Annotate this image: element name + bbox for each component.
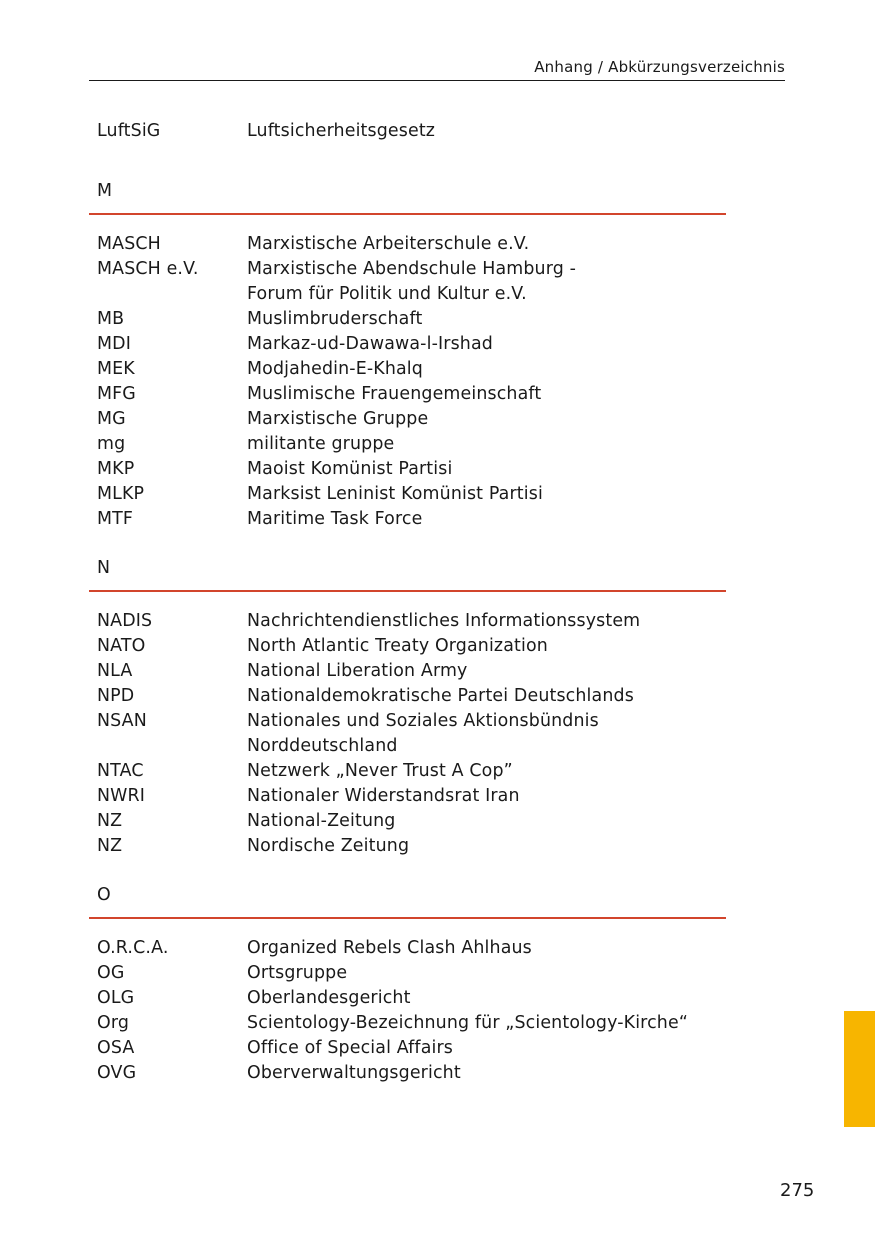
list-item bbox=[97, 709, 727, 734]
entry-abbreviation: LuftSiG bbox=[97, 121, 161, 141]
section-letter-heading: M bbox=[97, 181, 113, 201]
entry-abbreviation: NADIS bbox=[97, 611, 153, 631]
section-divider bbox=[89, 917, 726, 919]
entry-definition: Modjahedin-E-Khalq bbox=[247, 359, 423, 379]
list-item bbox=[97, 986, 727, 1011]
list-item bbox=[97, 432, 727, 457]
entry-definition: Marksist Leninist Komünist Partisi bbox=[247, 484, 543, 504]
sections-container bbox=[97, 179, 727, 1086]
list-item bbox=[97, 332, 727, 357]
entry-definition: National-Zeitung bbox=[247, 811, 396, 831]
list-item bbox=[97, 457, 727, 482]
list-item bbox=[97, 382, 727, 407]
list-item bbox=[97, 357, 727, 382]
letter-section bbox=[97, 556, 727, 859]
entry-abbreviation: MASCH bbox=[97, 234, 161, 254]
entry-definition: Nordische Zeitung bbox=[247, 836, 410, 856]
entry-abbreviation: MG bbox=[97, 409, 126, 429]
entry-definition: Marxistische Gruppe bbox=[247, 409, 429, 429]
section-letter-heading: N bbox=[97, 558, 111, 578]
entry-abbreviation: OSA bbox=[97, 1038, 135, 1058]
section-divider bbox=[89, 213, 726, 215]
entry-definition: Oberverwaltungsgericht bbox=[247, 1063, 461, 1083]
list-item bbox=[97, 257, 727, 282]
entry-abbreviation: MTF bbox=[97, 509, 134, 529]
list-item bbox=[97, 1036, 727, 1061]
list-item bbox=[97, 961, 727, 986]
entry-abbreviation: MKP bbox=[97, 459, 135, 479]
section-tab-marker bbox=[844, 1011, 875, 1127]
entry-definition: Nationaler Widerstandsrat Iran bbox=[247, 786, 520, 806]
entry-definition: Nationales und Soziales Aktionsbündnis bbox=[247, 711, 599, 731]
entry-definition: Muslimbruderschaft bbox=[247, 309, 423, 329]
entry-abbreviation: mg bbox=[97, 434, 126, 454]
list-item bbox=[97, 1061, 727, 1086]
section-entries bbox=[97, 232, 727, 532]
entry-abbreviation: O.R.C.A. bbox=[97, 938, 169, 958]
entry-abbreviation: NATO bbox=[97, 636, 146, 656]
list-item bbox=[97, 482, 727, 507]
list-item bbox=[97, 784, 727, 809]
entry-abbreviation bbox=[97, 734, 247, 759]
entry-definition: Forum für Politik und Kultur e.V. bbox=[247, 284, 527, 304]
entry-definition: militante gruppe bbox=[247, 434, 395, 454]
list-item bbox=[97, 759, 727, 784]
entry-definition: Nachrichtendienstliches Informationssystem bbox=[247, 611, 641, 631]
entry-definition: Organized Rebels Clash Ahlhaus bbox=[247, 938, 532, 958]
entry-abbreviation: NTAC bbox=[97, 761, 144, 781]
list-item bbox=[97, 936, 727, 961]
letter-section bbox=[97, 883, 727, 1086]
list-item bbox=[97, 659, 727, 684]
entry-abbreviation: NPD bbox=[97, 686, 135, 706]
section-divider bbox=[89, 590, 726, 592]
entry-definition: National Liberation Army bbox=[247, 661, 468, 681]
list-item bbox=[97, 407, 727, 432]
section-letter-heading: O bbox=[97, 885, 111, 905]
entry-abbreviation: MFG bbox=[97, 384, 136, 404]
list-item bbox=[97, 734, 727, 759]
list-item bbox=[97, 609, 727, 634]
list-item bbox=[97, 1011, 727, 1036]
entry-definition: Markaz-ud-Dawawa-l-Irshad bbox=[247, 334, 493, 354]
entry-definition: North Atlantic Treaty Organization bbox=[247, 636, 548, 656]
list-item bbox=[97, 232, 727, 257]
entry-abbreviation: OVG bbox=[97, 1063, 137, 1083]
entry-abbreviation: MDI bbox=[97, 334, 131, 354]
entry-definition: Marxistische Arbeiterschule e.V. bbox=[247, 234, 530, 254]
list-item bbox=[97, 834, 727, 859]
list-item bbox=[97, 282, 727, 307]
letter-section bbox=[97, 179, 727, 532]
entry-abbreviation: NZ bbox=[97, 811, 123, 831]
entry-abbreviation: MB bbox=[97, 309, 125, 329]
entry-definition: Muslimische Frauengemeinschaft bbox=[247, 384, 542, 404]
entry-definition: Maoist Komünist Partisi bbox=[247, 459, 453, 479]
entry-definition: Office of Special Affairs bbox=[247, 1038, 454, 1058]
entry-definition: Marxistische Abendschule Hamburg - bbox=[247, 259, 576, 279]
header-title: Anhang / Abkürzungsverzeichnis bbox=[534, 58, 785, 76]
list-item bbox=[97, 809, 727, 834]
running-header bbox=[89, 58, 785, 81]
entry-definition: Norddeutschland bbox=[247, 736, 398, 756]
entry-abbreviation: MASCH e.V. bbox=[97, 259, 199, 279]
entry-abbreviation: NLA bbox=[97, 661, 133, 681]
entry-abbreviation: OG bbox=[97, 963, 125, 983]
entry-definition: Luftsicherheitsgesetz bbox=[247, 121, 436, 141]
list-item bbox=[97, 507, 727, 532]
list-item bbox=[97, 634, 727, 659]
list-item bbox=[97, 684, 727, 709]
entry-definition: Scientology-Bezeichnung für „Scientology-Kirche“ bbox=[247, 1013, 688, 1033]
page-number: 275 bbox=[780, 1180, 815, 1201]
list-item bbox=[97, 119, 727, 144]
entry-definition: Oberlandesgericht bbox=[247, 988, 411, 1008]
entry-abbreviation: NZ bbox=[97, 836, 123, 856]
entry-definition: Netzwerk „Never Trust A Cop” bbox=[247, 761, 513, 781]
entry-abbreviation bbox=[97, 282, 247, 307]
entry-abbreviation: NWRI bbox=[97, 786, 146, 806]
entry-abbreviation: Org bbox=[97, 1013, 130, 1033]
entry-abbreviation: OLG bbox=[97, 988, 135, 1008]
entry-definition: Ortsgruppe bbox=[247, 963, 348, 983]
entry-abbreviation: MLKP bbox=[97, 484, 145, 504]
entry-definition: Maritime Task Force bbox=[247, 509, 423, 529]
abbreviation-list bbox=[97, 119, 727, 1110]
entry-abbreviation: NSAN bbox=[97, 711, 147, 731]
section-entries bbox=[97, 609, 727, 859]
list-item bbox=[97, 307, 727, 332]
entry-abbreviation: MEK bbox=[97, 359, 135, 379]
section-entries bbox=[97, 936, 727, 1086]
entry-definition: Nationaldemokratische Partei Deutschlands bbox=[247, 686, 634, 706]
